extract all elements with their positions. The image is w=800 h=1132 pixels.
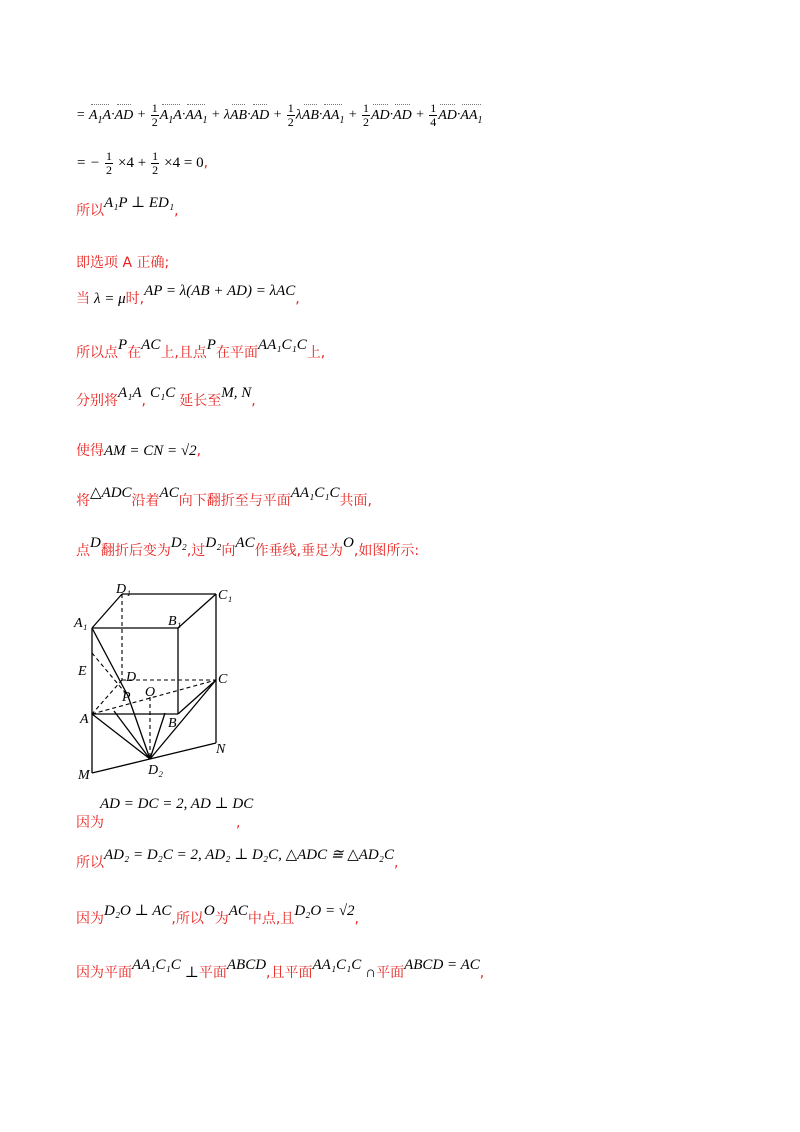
point-p-line: 所以点P在AC上,且点P在平面AA₁C₁C上,	[76, 337, 326, 361]
label-b1: B₁	[168, 614, 182, 629]
label-p: P	[122, 690, 131, 705]
d2o-line: 因为D₂O ⊥ AC,所以O为AC中点,且D₂O = √2,	[76, 903, 359, 927]
lambda-mu-line: 当 λ = μ时,AP = λ(AB + AD) = λAC,	[76, 283, 300, 307]
label-b: B	[168, 716, 177, 731]
am-cn-line: 使得AM = CN = √2,	[76, 443, 202, 459]
label-a: A	[80, 712, 89, 727]
label-o: O	[145, 685, 156, 700]
option-a-correct: 即选项 A 正确;	[76, 255, 170, 271]
label-m: M	[78, 768, 90, 783]
fold-line: 将△ADC沿着AC向下翻折至与平面AA₁C₁C共面,	[76, 485, 372, 509]
label-e: E	[78, 664, 87, 679]
label-a1: A₁	[74, 616, 88, 631]
label-c: C	[218, 672, 228, 687]
extend-line: 分别将A₁A, C₁C 延长至M, N,	[76, 385, 256, 409]
perpendicular-line: 所以A₁P ⊥ ED₁,	[76, 195, 179, 219]
plane-perp-line: 因为平面AA₁C₁C ⊥平面ABCD,且平面AA₁C₁C ∩平面ABCD = AC,	[76, 957, 485, 981]
label-n: N	[216, 742, 226, 757]
label-d: D	[126, 670, 137, 685]
because-label-1: 因为 ,	[76, 815, 241, 831]
so-ad2-line: 所以AD₂ = D₂C = 2, AD₂ ⊥ D₂C, △ADC ≅ △AD₂C,	[76, 847, 399, 871]
because-ad-dc: AD = DC = 2, AD ⊥ DC	[100, 796, 254, 812]
expansion-line: = $A_1A\cdot AD$ + $\frac{1}{2}$ $A_1A\cdot AA_1 + \lambda AB\cdot AD$ + $\frac{1}{2}$ $\lambda AB\cdot AA_1$ + $\frac{1}{2}$ AD·AD + $\frac{1}{4}$ $AD\cdot AA_1$	[76, 101, 483, 129]
label-d2: D₂	[148, 763, 163, 778]
cube-fold-figure	[70, 583, 240, 783]
result-line: = − $\frac{1}{2}$ ×4 + $\frac{1}{2}$ ×4 = 0,	[76, 149, 209, 177]
label-d1: D₁	[116, 583, 131, 597]
foot-line: 点D翻折后变为D₂,过D₂向AC作垂线,垂足为O,如图所示:	[76, 535, 420, 559]
label-c1: C₁	[218, 588, 233, 603]
